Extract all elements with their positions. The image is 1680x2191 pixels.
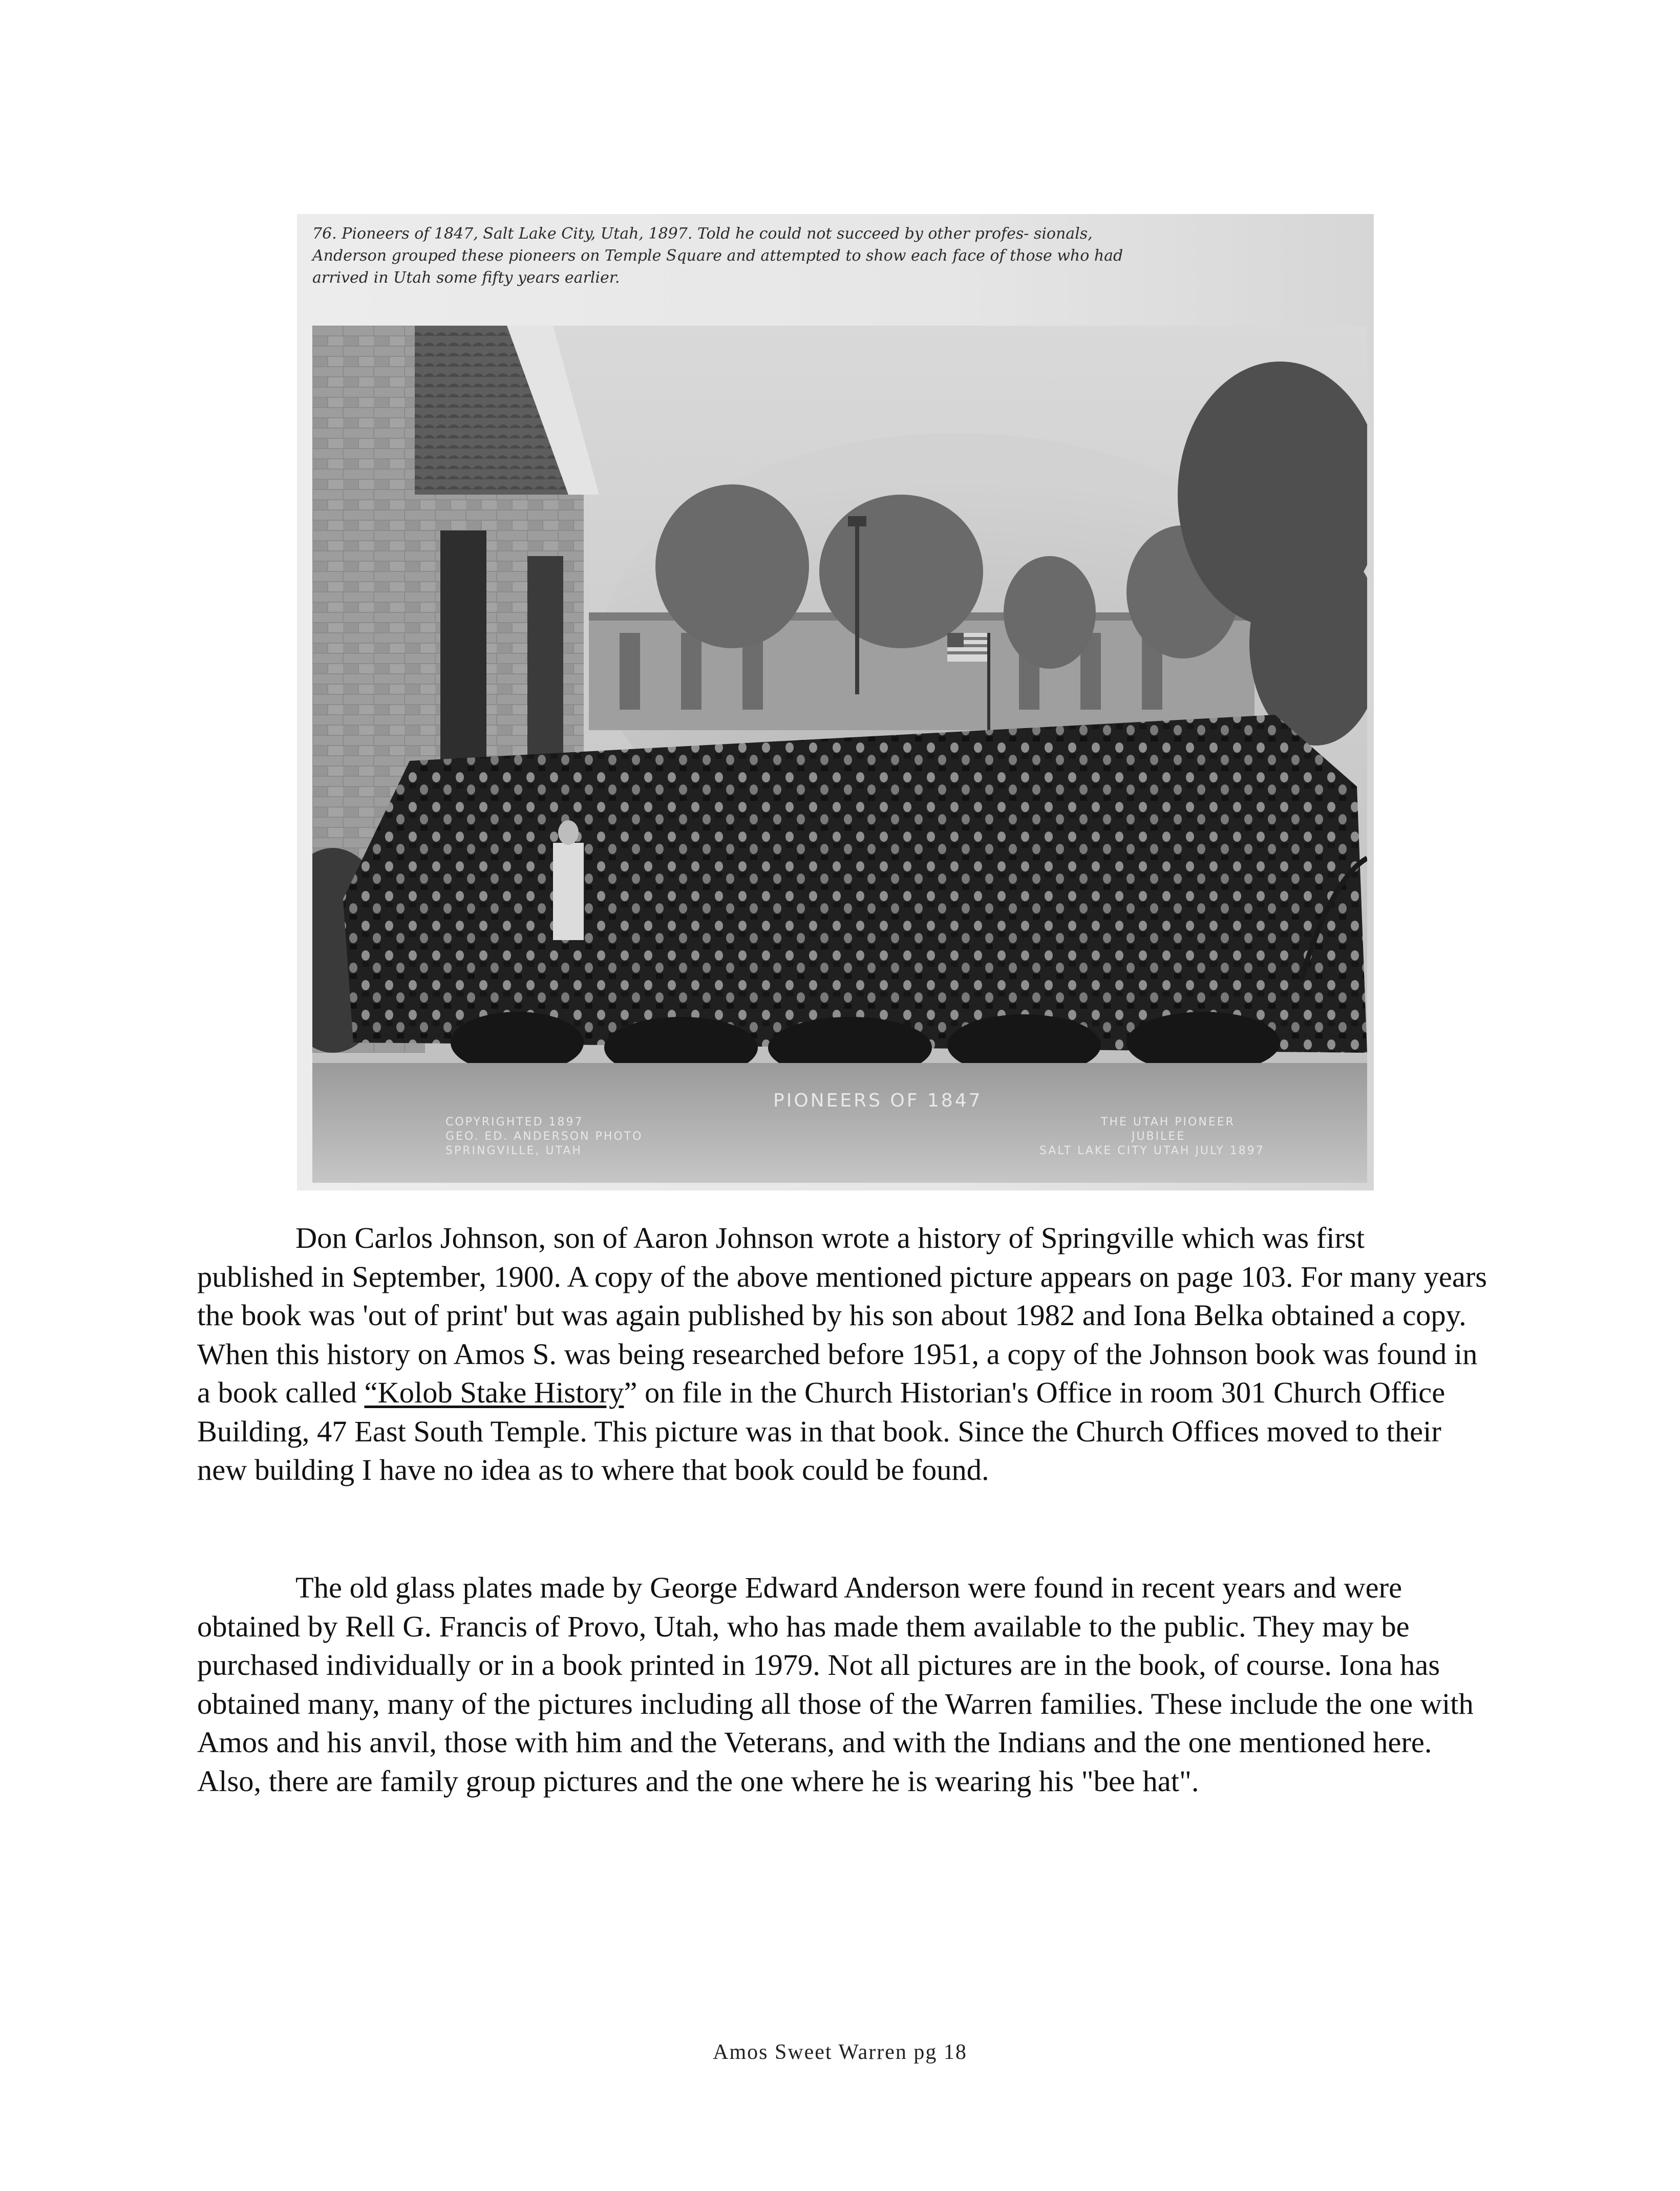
photo-copyright-right-2: JUBILEE	[1132, 1130, 1186, 1143]
photo-illustration	[312, 326, 1367, 1183]
photo-copyright-left-1: COPYRIGHTED 1897	[445, 1116, 584, 1129]
photo-copyright-right-1: THE UTAH PIONEER	[1101, 1116, 1235, 1129]
paragraph-johnson-history	[197, 1219, 1487, 1490]
page-footer: Amos Sweet Warren pg 18	[713, 2040, 967, 2064]
paragraph-text: Don Carlos Johnson, son of Aaron Johnson wrote a history of Springville which was first published in September, 1900. A copy of the above mentioned picture appears on page 103. For many years the book was 'out of print' but was again published by his son about 1982 and Iona Belka obtained a copy. When this history on Amos S. was being researched before 1951, a copy of the Johnson book was found in a book called	[197, 1221, 1487, 1409]
kolob-stake-history-link[interactable]: “Kolob Stake History	[364, 1376, 624, 1409]
photo-title-engraving: PIONEERS OF 1847	[773, 1090, 983, 1111]
paragraph-text-continued: ” on file in the Church Historian's Office in room 301 Church Office Building, 47 East South Temple. This picture was in that book. Since the Church Offices moved to their new building I have no idea as to where that book could be found.	[197, 1376, 1445, 1486]
figure-caption: 76. Pioneers of 1847, Salt Lake City, Utah, 1897. Told he could not succeed by other profes- sionals, Anderson grouped these pioneers on Temple Square and attempted to show each face of those who had arrived in Utah some fifty years earlier.	[312, 225, 1123, 287]
photo-copyright-left-2: GEO. ED. ANDERSON PHOTO	[445, 1130, 643, 1143]
photo-copyright-left-3: SPRINGVILLE, UTAH	[445, 1144, 582, 1157]
paragraph-glass-plates	[197, 1568, 1487, 1800]
paragraph-text: The old glass plates made by George Edward Anderson were found in recent years and were obtained by Rell G. Francis of Provo, Utah, who has made them available to the public. They may be purchased individually or in a book printed in 1979. Not all pictures are in the book, of course. Iona has obtained many, many of the pictures including all those of the Warren families. These include the one with Amos and his anvil, those with him and the Veterans, and with the Indians and the one mentioned here. Also, there are family group pictures and the one where he is wearing his "bee hat".	[197, 1571, 1474, 1798]
photo-copyright-right-3: SALT LAKE CITY UTAH JULY 1897	[1039, 1144, 1265, 1157]
historic-group-photo	[312, 326, 1367, 1183]
